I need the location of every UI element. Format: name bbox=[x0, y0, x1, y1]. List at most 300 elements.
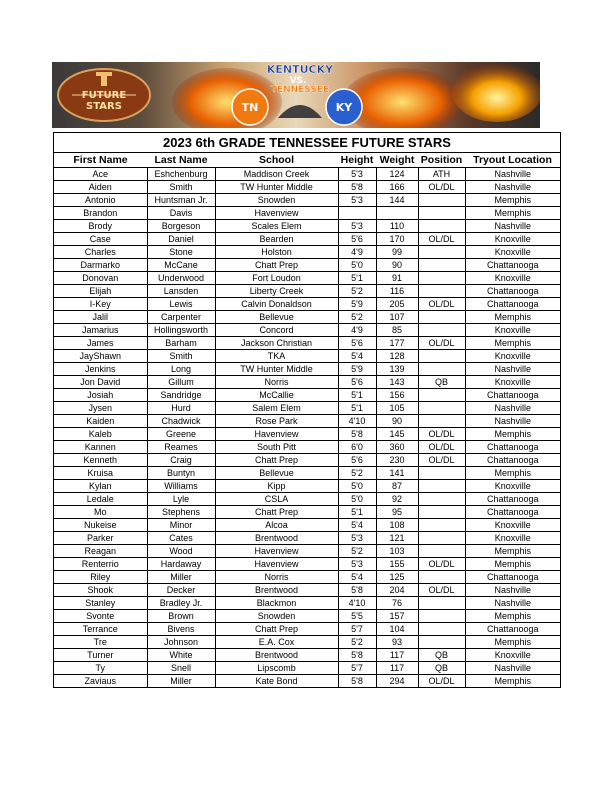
table-cell: 205 bbox=[376, 298, 418, 311]
table-cell: 5'0 bbox=[338, 493, 376, 506]
table-cell: 141 bbox=[376, 467, 418, 480]
table-cell: 5'1 bbox=[338, 272, 376, 285]
table-row bbox=[54, 597, 560, 610]
svg-text:VS.: VS. bbox=[289, 76, 307, 86]
table-row bbox=[54, 233, 560, 246]
table-row bbox=[54, 363, 560, 376]
table-cell: Norris bbox=[215, 571, 338, 584]
table-cell: E.A. Cox bbox=[215, 636, 338, 649]
table-cell: OL/DL bbox=[418, 454, 465, 467]
table-cell: I-Key bbox=[54, 298, 147, 311]
table-cell: Chattanooga bbox=[465, 389, 560, 402]
table-cell: Bivens bbox=[147, 623, 215, 636]
table-cell: Chattanooga bbox=[465, 285, 560, 298]
table-cell: 5'3 bbox=[338, 558, 376, 571]
table-cell: QB bbox=[418, 662, 465, 675]
table-cell: Kaiden bbox=[54, 415, 147, 428]
table-cell: 5'2 bbox=[338, 545, 376, 558]
table-cell: 5'1 bbox=[338, 506, 376, 519]
table-cell: Underwood bbox=[147, 272, 215, 285]
table-cell bbox=[418, 571, 465, 584]
future-stars-logo bbox=[58, 69, 150, 121]
table-cell: Jackson Christian bbox=[215, 337, 338, 350]
table-row bbox=[54, 636, 560, 649]
table-cell: Knoxville bbox=[465, 233, 560, 246]
table-cell: Havenview bbox=[215, 545, 338, 558]
table-cell: Memphis bbox=[465, 467, 560, 480]
table-body bbox=[54, 168, 560, 688]
table-row bbox=[54, 493, 560, 506]
table-row bbox=[54, 467, 560, 480]
table-cell: Bradley Jr. bbox=[147, 597, 215, 610]
table-cell: Salem Elem bbox=[215, 402, 338, 415]
table-cell: James bbox=[54, 337, 147, 350]
table-cell: 5'3 bbox=[338, 532, 376, 545]
table-cell: 177 bbox=[376, 337, 418, 350]
table-cell: Knoxville bbox=[465, 376, 560, 389]
table-cell: Hurd bbox=[147, 402, 215, 415]
table-row bbox=[54, 571, 560, 584]
table-cell: Brody bbox=[54, 220, 147, 233]
table-cell: Case bbox=[54, 233, 147, 246]
table-cell: Rose Park bbox=[215, 415, 338, 428]
table-cell: 157 bbox=[376, 610, 418, 623]
table-cell: 170 bbox=[376, 233, 418, 246]
table-cell: Lewis bbox=[147, 298, 215, 311]
table-row bbox=[54, 454, 560, 467]
table-row bbox=[54, 402, 560, 415]
table-cell: OL/DL bbox=[418, 584, 465, 597]
table-cell: Knoxville bbox=[465, 350, 560, 363]
table-row bbox=[54, 545, 560, 558]
table-cell: Chattanooga bbox=[465, 441, 560, 454]
column-header: Last Name bbox=[154, 154, 208, 166]
table-cell: Chattanooga bbox=[465, 454, 560, 467]
table-cell: 5'6 bbox=[338, 233, 376, 246]
table-cell: Elijah bbox=[54, 285, 147, 298]
table-cell: 4'10 bbox=[338, 597, 376, 610]
table-row bbox=[54, 623, 560, 636]
table-cell: 360 bbox=[376, 441, 418, 454]
table-cell: Chadwick bbox=[147, 415, 215, 428]
table-cell: Ledale bbox=[54, 493, 147, 506]
table-cell: OL/DL bbox=[418, 298, 465, 311]
table-cell: Holston bbox=[215, 246, 338, 259]
table-cell: Lansden bbox=[147, 285, 215, 298]
table-cell: Shook bbox=[54, 584, 147, 597]
table-cell: Nashville bbox=[465, 181, 560, 194]
table-cell: OL/DL bbox=[418, 675, 465, 688]
column-header: Height bbox=[340, 154, 374, 166]
table-cell bbox=[338, 207, 376, 220]
table-cell: Fort Loudon bbox=[215, 272, 338, 285]
table-row bbox=[54, 584, 560, 597]
column-header: School bbox=[258, 154, 294, 166]
table-cell: 5'8 bbox=[338, 649, 376, 662]
table-cell: Chattanooga bbox=[465, 259, 560, 272]
table-cell: Memphis bbox=[465, 194, 560, 207]
table-cell: 166 bbox=[376, 181, 418, 194]
table-cell: Davis bbox=[147, 207, 215, 220]
table-cell: TKA bbox=[215, 350, 338, 363]
table-cell bbox=[418, 506, 465, 519]
table-cell: Carpenter bbox=[147, 311, 215, 324]
table-cell: Kruisa bbox=[54, 467, 147, 480]
table-cell: 87 bbox=[376, 480, 418, 493]
table-cell: Hardaway bbox=[147, 558, 215, 571]
table-cell: Wood bbox=[147, 545, 215, 558]
table-cell: Liberty Creek bbox=[215, 285, 338, 298]
table-cell: 5'6 bbox=[338, 454, 376, 467]
table-cell: Blackmon bbox=[215, 597, 338, 610]
table-cell: Jon David bbox=[54, 376, 147, 389]
table-cell: 5'8 bbox=[338, 428, 376, 441]
table-cell: McCallie bbox=[215, 389, 338, 402]
table-cell: Tre bbox=[54, 636, 147, 649]
table-cell: Minor bbox=[147, 519, 215, 532]
table-cell: 90 bbox=[376, 259, 418, 272]
table-cell: 139 bbox=[376, 363, 418, 376]
table-cell: Jysen bbox=[54, 402, 147, 415]
table-cell: Nashville bbox=[465, 584, 560, 597]
table-cell: Knoxville bbox=[465, 649, 560, 662]
table-cell: Nukeise bbox=[54, 519, 147, 532]
table-cell: 124 bbox=[376, 168, 418, 181]
table-cell: 108 bbox=[376, 519, 418, 532]
table-cell: Miller bbox=[147, 571, 215, 584]
table-cell: 5'0 bbox=[338, 480, 376, 493]
roster-table bbox=[54, 153, 560, 687]
table-cell: Parker bbox=[54, 532, 147, 545]
column-header: Weight bbox=[379, 154, 415, 166]
table-cell: 95 bbox=[376, 506, 418, 519]
table-cell: Knoxville bbox=[465, 532, 560, 545]
table-cell: 4'9 bbox=[338, 324, 376, 337]
table-row bbox=[54, 207, 560, 220]
table-cell: 5'2 bbox=[338, 467, 376, 480]
table-cell: Havenview bbox=[215, 428, 338, 441]
table-cell: Knoxville bbox=[465, 246, 560, 259]
table-cell: Snowden bbox=[215, 610, 338, 623]
table-cell: Ty bbox=[54, 662, 147, 675]
svg-text:TN: TN bbox=[241, 101, 259, 114]
table-cell: Antonio bbox=[54, 194, 147, 207]
table-cell: Memphis bbox=[465, 675, 560, 688]
table-cell: Calvin Donaldson bbox=[215, 298, 338, 311]
table-row bbox=[54, 259, 560, 272]
table-cell: TW Hunter Middle bbox=[215, 181, 338, 194]
table-cell: Memphis bbox=[465, 558, 560, 571]
table-cell: Chatt Prep bbox=[215, 454, 338, 467]
table-cell: Chattanooga bbox=[465, 571, 560, 584]
table-row bbox=[54, 415, 560, 428]
table-cell: Lipscomb bbox=[215, 662, 338, 675]
table-row bbox=[54, 350, 560, 363]
table-cell: Stone bbox=[147, 246, 215, 259]
table-cell: Aiden bbox=[54, 181, 147, 194]
banner-artwork bbox=[52, 62, 540, 128]
table-cell: 5'4 bbox=[338, 350, 376, 363]
table-cell: Chatt Prep bbox=[215, 506, 338, 519]
table-cell: 155 bbox=[376, 558, 418, 571]
table-cell: Brown bbox=[147, 610, 215, 623]
table-cell: Brandon bbox=[54, 207, 147, 220]
table-cell: South Pitt bbox=[215, 441, 338, 454]
table-cell: 99 bbox=[376, 246, 418, 259]
table-cell: Donovan bbox=[54, 272, 147, 285]
table-cell: Jenkins bbox=[54, 363, 147, 376]
table-cell: 5'9 bbox=[338, 363, 376, 376]
table-cell: ATH bbox=[418, 168, 465, 181]
table-cell: 145 bbox=[376, 428, 418, 441]
table-cell bbox=[418, 363, 465, 376]
table-cell: Zaviaus bbox=[54, 675, 147, 688]
table-cell: Kate Bond bbox=[215, 675, 338, 688]
table-cell bbox=[418, 207, 465, 220]
table-cell: 5'2 bbox=[338, 285, 376, 298]
table-row bbox=[54, 506, 560, 519]
table-cell: Knoxville bbox=[465, 324, 560, 337]
table-cell: Cates bbox=[147, 532, 215, 545]
table-cell: 6'0 bbox=[338, 441, 376, 454]
table-cell: Brentwood bbox=[215, 584, 338, 597]
table-cell: Bearden bbox=[215, 233, 338, 246]
table-row bbox=[54, 285, 560, 298]
table-cell: TW Hunter Middle bbox=[215, 363, 338, 376]
table-cell bbox=[418, 467, 465, 480]
table-cell: Brentwood bbox=[215, 649, 338, 662]
table-cell: Craig bbox=[147, 454, 215, 467]
table-row bbox=[54, 610, 560, 623]
table-cell: Stanley bbox=[54, 597, 147, 610]
table-cell: Mo bbox=[54, 506, 147, 519]
table-cell: 5'5 bbox=[338, 610, 376, 623]
table-cell: Johnson bbox=[147, 636, 215, 649]
table-cell: QB bbox=[418, 376, 465, 389]
table-row bbox=[54, 194, 560, 207]
table-cell bbox=[418, 272, 465, 285]
table-cell bbox=[418, 519, 465, 532]
table-cell: 5'4 bbox=[338, 571, 376, 584]
table-cell: Nashville bbox=[465, 662, 560, 675]
table-cell: 5'7 bbox=[338, 623, 376, 636]
table-row bbox=[54, 675, 560, 688]
table-cell: Norris bbox=[215, 376, 338, 389]
table-cell: Kenneth bbox=[54, 454, 147, 467]
roster-sheet bbox=[53, 132, 561, 688]
table-cell: 5'1 bbox=[338, 389, 376, 402]
table-row bbox=[54, 220, 560, 233]
table-cell: 4'10 bbox=[338, 415, 376, 428]
table-row bbox=[54, 428, 560, 441]
table-cell bbox=[418, 350, 465, 363]
table-row bbox=[54, 441, 560, 454]
table-cell: Scales Elem bbox=[215, 220, 338, 233]
table-cell: 117 bbox=[376, 649, 418, 662]
table-cell: Nashville bbox=[465, 402, 560, 415]
table-cell: 5'3 bbox=[338, 194, 376, 207]
table-cell: Chatt Prep bbox=[215, 623, 338, 636]
table-cell: OL/DL bbox=[418, 428, 465, 441]
table-row bbox=[54, 532, 560, 545]
table-cell: Havenview bbox=[215, 558, 338, 571]
table-row bbox=[54, 662, 560, 675]
table-cell bbox=[418, 532, 465, 545]
svg-text:TENNESSEE: TENNESSEE bbox=[270, 85, 330, 95]
table-cell: CSLA bbox=[215, 493, 338, 506]
table-cell: Decker bbox=[147, 584, 215, 597]
table-cell: Nashville bbox=[465, 220, 560, 233]
table-cell bbox=[418, 623, 465, 636]
table-cell: Chattanooga bbox=[465, 506, 560, 519]
table-cell: Chattanooga bbox=[465, 493, 560, 506]
table-cell: 230 bbox=[376, 454, 418, 467]
table-cell bbox=[418, 545, 465, 558]
table-cell bbox=[418, 636, 465, 649]
table-row bbox=[54, 181, 560, 194]
header-banner bbox=[52, 62, 540, 128]
table-cell: Renterrio bbox=[54, 558, 147, 571]
table-cell: Riley bbox=[54, 571, 147, 584]
table-cell: Nashville bbox=[465, 597, 560, 610]
table-cell: 90 bbox=[376, 415, 418, 428]
table-cell: Nashville bbox=[465, 168, 560, 181]
table-cell: Miller bbox=[147, 675, 215, 688]
table-cell: Jalil bbox=[54, 311, 147, 324]
table-cell: 105 bbox=[376, 402, 418, 415]
table-cell: 5'1 bbox=[338, 402, 376, 415]
table-row bbox=[54, 519, 560, 532]
table-cell: 85 bbox=[376, 324, 418, 337]
football-icon bbox=[278, 105, 322, 118]
table-cell: Alcoa bbox=[215, 519, 338, 532]
table-cell: Turner bbox=[54, 649, 147, 662]
table-cell: OL/DL bbox=[418, 181, 465, 194]
table-cell: Kipp bbox=[215, 480, 338, 493]
table-header-row bbox=[54, 153, 560, 168]
table-cell: OL/DL bbox=[418, 233, 465, 246]
table-cell: 128 bbox=[376, 350, 418, 363]
table-row bbox=[54, 168, 560, 181]
table-cell bbox=[418, 389, 465, 402]
table-cell: 143 bbox=[376, 376, 418, 389]
table-cell: Knoxville bbox=[465, 272, 560, 285]
table-cell: Stephens bbox=[147, 506, 215, 519]
svg-text:KY: KY bbox=[335, 101, 353, 114]
table-row bbox=[54, 649, 560, 662]
table-cell: 4'9 bbox=[338, 246, 376, 259]
table-cell: 107 bbox=[376, 311, 418, 324]
table-cell: Bellevue bbox=[215, 467, 338, 480]
table-cell: Daniel bbox=[147, 233, 215, 246]
table-cell: Charles bbox=[54, 246, 147, 259]
table-cell bbox=[418, 610, 465, 623]
table-cell: Long bbox=[147, 363, 215, 376]
table-cell: McCane bbox=[147, 259, 215, 272]
table-cell bbox=[418, 415, 465, 428]
table-cell: 125 bbox=[376, 571, 418, 584]
table-cell: Hollingsworth bbox=[147, 324, 215, 337]
table-cell: 5'3 bbox=[338, 220, 376, 233]
svg-text:STARS: STARS bbox=[86, 101, 122, 112]
table-cell: Brentwood bbox=[215, 532, 338, 545]
column-header: Tryout Location bbox=[473, 154, 552, 166]
table-cell: 121 bbox=[376, 532, 418, 545]
table-cell: Memphis bbox=[465, 428, 560, 441]
table-cell: 5'9 bbox=[338, 298, 376, 311]
table-cell: Chatt Prep bbox=[215, 259, 338, 272]
column-header: First Name bbox=[73, 154, 128, 166]
table-cell: 5'6 bbox=[338, 337, 376, 350]
table-cell: Terrance bbox=[54, 623, 147, 636]
table-row bbox=[54, 480, 560, 493]
table-cell: 5'8 bbox=[338, 181, 376, 194]
table-cell: Gillum bbox=[147, 376, 215, 389]
table-cell: 5'0 bbox=[338, 259, 376, 272]
table-row bbox=[54, 337, 560, 350]
table-cell: 5'2 bbox=[338, 311, 376, 324]
table-cell: 110 bbox=[376, 220, 418, 233]
table-cell: 92 bbox=[376, 493, 418, 506]
table-cell: Reames bbox=[147, 441, 215, 454]
table-cell: JayShawn bbox=[54, 350, 147, 363]
table-cell: Lyle bbox=[147, 493, 215, 506]
table-cell: 144 bbox=[376, 194, 418, 207]
table-cell: Barham bbox=[147, 337, 215, 350]
table-cell: 103 bbox=[376, 545, 418, 558]
table-cell: 5'8 bbox=[338, 584, 376, 597]
table-cell: 5'7 bbox=[338, 662, 376, 675]
table-cell: White bbox=[147, 649, 215, 662]
table-cell: 204 bbox=[376, 584, 418, 597]
table-cell: Memphis bbox=[465, 311, 560, 324]
table-cell bbox=[418, 246, 465, 259]
table-row bbox=[54, 389, 560, 402]
table-row bbox=[54, 298, 560, 311]
table-cell: Kylan bbox=[54, 480, 147, 493]
table-cell: Snowden bbox=[215, 194, 338, 207]
table-cell: 116 bbox=[376, 285, 418, 298]
table-cell: Nashville bbox=[465, 363, 560, 376]
table-cell bbox=[418, 285, 465, 298]
table-cell bbox=[418, 259, 465, 272]
table-cell: Snell bbox=[147, 662, 215, 675]
table-cell: 5'2 bbox=[338, 636, 376, 649]
table-cell: Buntyn bbox=[147, 467, 215, 480]
table-cell: Chattanooga bbox=[465, 298, 560, 311]
table-cell: Memphis bbox=[465, 337, 560, 350]
table-cell: Borgeson bbox=[147, 220, 215, 233]
table-cell: 5'3 bbox=[338, 168, 376, 181]
table-row bbox=[54, 376, 560, 389]
table-cell: Bellevue bbox=[215, 311, 338, 324]
flame-far-right-icon bbox=[452, 62, 540, 122]
table-row bbox=[54, 558, 560, 571]
table-cell: Memphis bbox=[465, 610, 560, 623]
table-row bbox=[54, 311, 560, 324]
table-cell: Sandridge bbox=[147, 389, 215, 402]
table-cell: Maddison Creek bbox=[215, 168, 338, 181]
column-header: Position bbox=[420, 154, 463, 166]
table-cell: 5'8 bbox=[338, 675, 376, 688]
table-cell bbox=[376, 207, 418, 220]
table-cell: Chattanooga bbox=[465, 623, 560, 636]
table-cell: Darmarko bbox=[54, 259, 147, 272]
table-cell: 294 bbox=[376, 675, 418, 688]
table-cell bbox=[418, 220, 465, 233]
table-cell: Nashville bbox=[465, 415, 560, 428]
table-cell: Havenview bbox=[215, 207, 338, 220]
